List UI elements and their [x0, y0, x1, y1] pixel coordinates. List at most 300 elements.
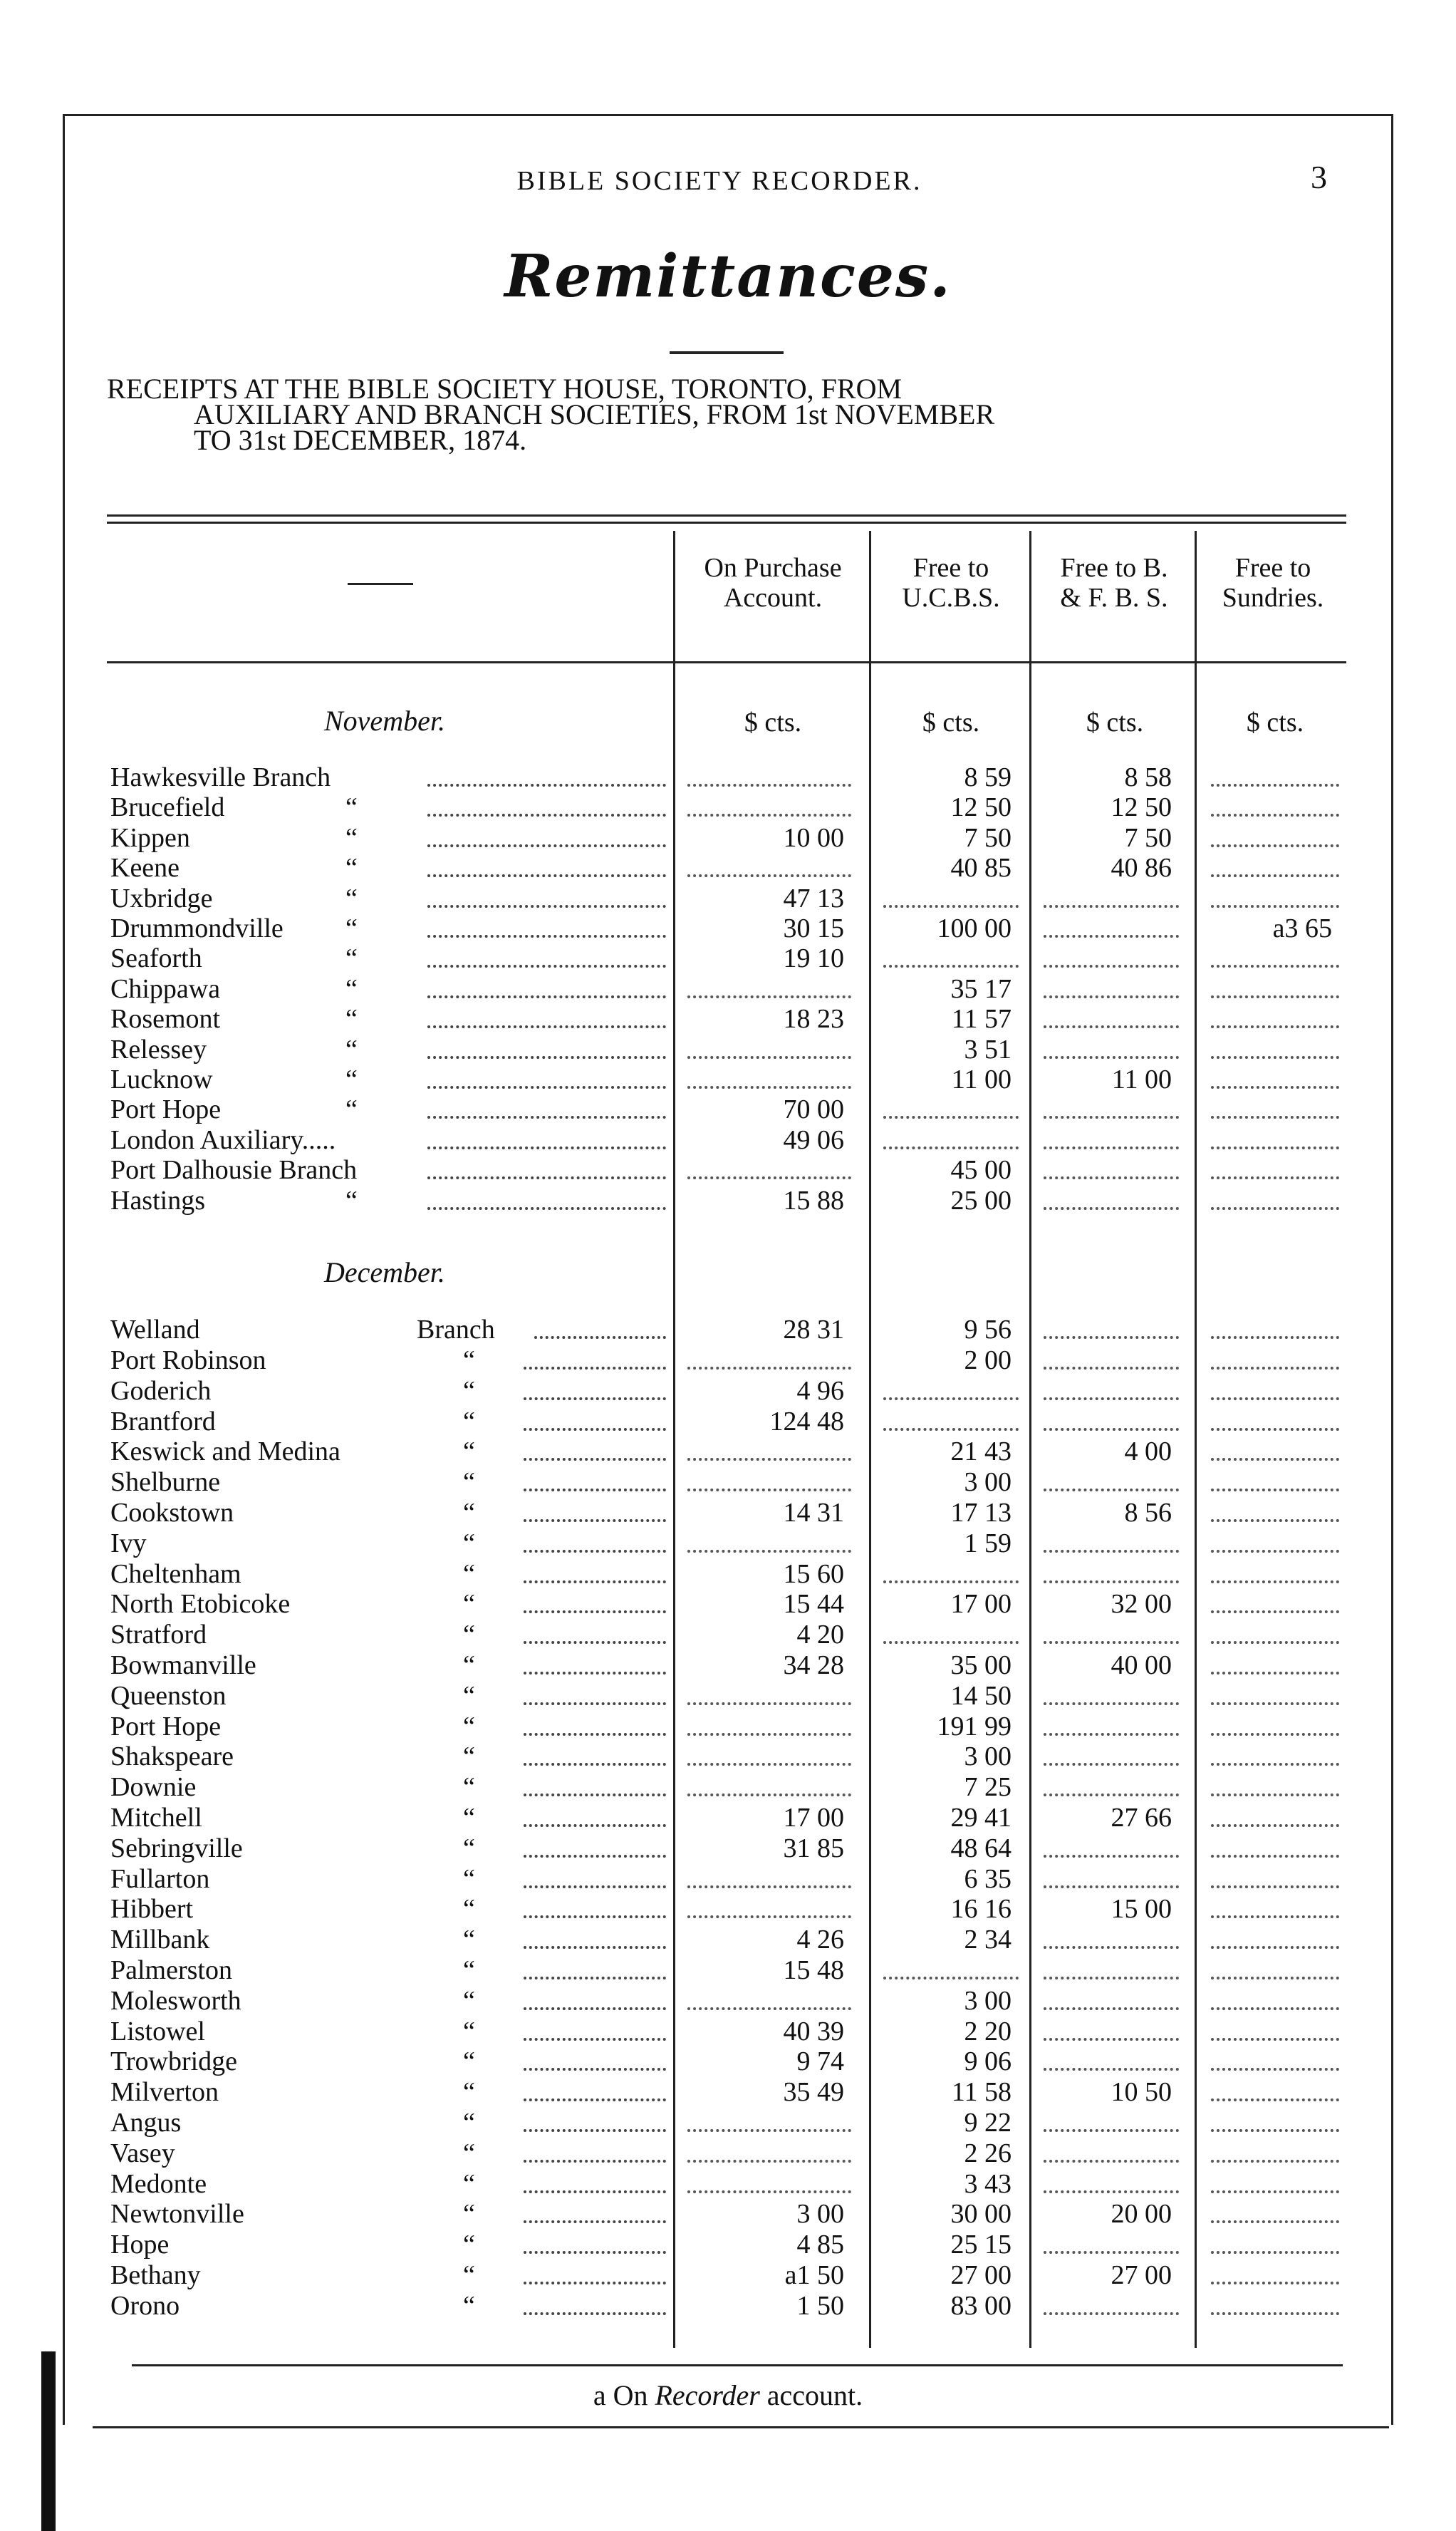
row-bfbs — [1036, 1589, 1186, 1619]
row-bfbs-value: 27 66 — [1111, 1803, 1172, 1833]
row-ucbs-value: 35 17 — [950, 973, 1012, 1004]
row-bfbs — [1036, 1741, 1186, 1771]
row-sundries-dots — [1211, 1550, 1339, 1553]
row-ucbs-value: 83 00 — [950, 2290, 1012, 2321]
row-purchase — [680, 1559, 858, 1589]
row-ucbs — [876, 884, 1026, 913]
row-leader — [427, 874, 666, 877]
row-bfbs — [1036, 1925, 1186, 1955]
row-leader — [427, 784, 666, 787]
running-title: BIBLE SOCIETY RECORDER. — [516, 166, 922, 196]
row-purchase-dots — [687, 1733, 851, 1736]
row-sundries — [1204, 1986, 1346, 2016]
row-name: Molesworth — [110, 1985, 241, 2016]
row-bfbs-dots — [1044, 1176, 1179, 1179]
row-bfbs-value: 40 86 — [1111, 853, 1172, 884]
row-ditto-mark: “ — [463, 2290, 475, 2321]
row-ditto-mark: “ — [463, 1498, 475, 1528]
row-ditto-mark: “ — [463, 1985, 475, 2016]
table-row — [0, 1650, 1456, 1680]
row-sundries — [1204, 1528, 1346, 1558]
footnote-prefix: a On — [593, 2379, 648, 2411]
row-sundries-dots — [1211, 844, 1339, 847]
table-row — [0, 2138, 1456, 2168]
row-ucbs-value: 2 00 — [964, 1345, 1012, 1375]
row-name: Relessey — [110, 1034, 207, 1065]
row-ucbs-value: 12 50 — [950, 792, 1012, 823]
row-sundries — [1204, 974, 1346, 1004]
row-purchase — [680, 1681, 858, 1711]
row-purchase-dots — [687, 1763, 851, 1766]
row-ucbs — [876, 1741, 1026, 1771]
col-head-sundries-line2: Sundries. — [1222, 583, 1324, 613]
row-ditto-mark: “ — [345, 1034, 358, 1065]
row-leader — [524, 1641, 666, 1644]
row-purchase-dots — [687, 2160, 851, 2163]
row-sundries — [1204, 2291, 1346, 2321]
row-bfbs — [1036, 1345, 1186, 1375]
row-bfbs — [1036, 2046, 1186, 2076]
row-leader — [524, 2160, 666, 2163]
row-purchase-value: 4 26 — [796, 1925, 844, 1955]
row-name: Ivy — [110, 1528, 147, 1558]
row-purchase — [680, 1986, 858, 2016]
row-ditto-mark: “ — [463, 1833, 475, 1863]
row-bfbs — [1036, 1864, 1186, 1894]
table-row — [0, 1864, 1456, 1894]
row-purchase — [680, 1833, 858, 1863]
row-sundries-dots — [1211, 1336, 1339, 1339]
row-bfbs — [1036, 1407, 1186, 1437]
col-head-ucbs-line1: Free to — [912, 553, 989, 583]
table-row — [0, 1559, 1456, 1589]
row-ucbs-dots — [883, 1147, 1019, 1149]
row-sundries — [1204, 943, 1346, 973]
row-leader — [427, 1056, 666, 1059]
row-sundries-dots — [1211, 1733, 1339, 1736]
row-sundries-dots — [1211, 1824, 1339, 1827]
row-ditto-mark: “ — [463, 1955, 475, 1985]
row-leader — [524, 1672, 666, 1675]
row-purchase-dots — [687, 784, 851, 787]
row-ucbs-dots — [883, 1580, 1019, 1583]
row-ucbs-value: 17 00 — [950, 1589, 1012, 1620]
row-name: Downie — [110, 1772, 197, 1803]
row-bfbs — [1036, 1186, 1186, 1216]
row-sundries — [1204, 1925, 1346, 1955]
row-purchase-value: 4 96 — [796, 1375, 844, 1406]
row-bfbs-dots — [1044, 1428, 1179, 1431]
row-sundries — [1204, 853, 1346, 883]
row-leader — [427, 965, 666, 968]
row-sundries-dots — [1211, 2282, 1339, 2284]
table-row — [0, 2046, 1456, 2076]
row-sundries — [1204, 2260, 1346, 2290]
row-bfbs — [1036, 792, 1186, 822]
row-sundries — [1204, 1589, 1346, 1619]
row-ucbs-value: 17 13 — [950, 1498, 1012, 1528]
row-purchase-dots — [687, 2007, 851, 2010]
row-bfbs — [1036, 1004, 1186, 1034]
table-row — [0, 1589, 1456, 1619]
row-sundries-dots — [1211, 1116, 1339, 1119]
row-leader — [427, 995, 666, 998]
row-purchase-value: a1 50 — [784, 2260, 844, 2290]
col-head-sundries — [1198, 553, 1348, 613]
row-bfbs — [1036, 1986, 1186, 2016]
row-sundries — [1204, 1803, 1346, 1833]
row-leader — [524, 2068, 666, 2071]
row-name: Bethany — [110, 2260, 201, 2290]
row-ucbs — [876, 1186, 1026, 1216]
row-name: Seaforth — [110, 943, 202, 974]
row-bfbs-dots — [1044, 2007, 1179, 2010]
row-ucbs-value: 29 41 — [950, 1803, 1012, 1833]
row-ucbs-value: 3 00 — [964, 1985, 1012, 2016]
row-ditto-mark: “ — [463, 1467, 475, 1498]
heading-rule — [670, 351, 784, 354]
row-bfbs-value: 7 50 — [1124, 822, 1172, 853]
row-purchase — [680, 1094, 858, 1124]
row-sundries-dots — [1211, 2251, 1339, 2254]
row-purchase-dots — [687, 1702, 851, 1705]
row-ucbs-value: 16 16 — [950, 1894, 1012, 1925]
row-purchase — [680, 2108, 858, 2138]
row-bfbs-dots — [1044, 2129, 1179, 2132]
row-ditto-mark: “ — [345, 973, 358, 1004]
row-leader — [524, 1458, 666, 1461]
row-purchase — [680, 2046, 858, 2076]
row-purchase — [680, 1894, 858, 1924]
table-row — [0, 2199, 1456, 2229]
row-purchase-dots — [687, 1915, 851, 1918]
row-purchase — [680, 1065, 858, 1094]
row-purchase — [680, 1589, 858, 1619]
row-leader — [524, 2007, 666, 2010]
table-row — [0, 1772, 1456, 1802]
row-ucbs-dots — [883, 1428, 1019, 1431]
row-bfbs — [1036, 1467, 1186, 1497]
row-leader — [524, 1610, 666, 1613]
row-ucbs-value: 45 00 — [950, 1155, 1012, 1186]
table-row — [0, 884, 1456, 913]
intro-line-2: AUXILIARY AND BRANCH SOCIETIES, FROM 1st NOVEMBER — [194, 398, 995, 430]
row-name: Brantford — [110, 1406, 216, 1437]
row-bfbs — [1036, 853, 1186, 883]
row-ditto-mark: “ — [463, 2168, 475, 2199]
row-purchase — [680, 943, 858, 973]
row-ditto-mark: “ — [463, 1863, 475, 1894]
row-ucbs — [876, 2046, 1026, 2076]
table-row — [0, 1955, 1456, 1985]
row-sundries-dots — [1211, 995, 1339, 998]
row-bfbs-dots — [1044, 1733, 1179, 1736]
row-bfbs — [1036, 1712, 1186, 1741]
row-ditto-mark: “ — [463, 1711, 475, 1741]
table-row — [0, 2260, 1456, 2290]
row-name: Hastings — [110, 1185, 205, 1216]
row-name: Mitchell — [110, 1803, 202, 1833]
row-ditto-mark: “ — [463, 2199, 475, 2230]
row-sundries-dots — [1211, 1641, 1339, 1644]
table-top-rule-2 — [107, 522, 1346, 524]
row-ditto-mark: “ — [345, 792, 358, 823]
row-leader — [427, 1147, 666, 1149]
row-name: Drummondville — [110, 913, 284, 943]
row-sundries — [1204, 1498, 1346, 1528]
row-bfbs-dots — [1044, 1702, 1179, 1705]
row-ditto-mark: “ — [345, 913, 358, 943]
row-purchase — [680, 762, 858, 792]
row-sundries-dots — [1211, 1672, 1339, 1675]
row-sundries — [1204, 2046, 1346, 2076]
row-sundries-dots — [1211, 1915, 1339, 1918]
table-row — [0, 1155, 1456, 1185]
table-row — [0, 1803, 1456, 1833]
row-leader — [427, 1025, 666, 1028]
row-sundries — [1204, 1620, 1346, 1650]
row-ucbs-value: 7 25 — [964, 1772, 1012, 1803]
row-bfbs-value: 27 00 — [1111, 2260, 1172, 2290]
table-row — [0, 1498, 1456, 1528]
row-ucbs — [876, 1437, 1026, 1466]
row-name: Lucknow — [110, 1065, 213, 1094]
row-ucbs-dots — [883, 1977, 1019, 1979]
row-ucbs-dots — [883, 1116, 1019, 1119]
row-bfbs — [1036, 1894, 1186, 1924]
row-sundries — [1204, 1407, 1346, 1437]
table-row — [0, 1376, 1456, 1406]
row-ditto-mark: “ — [463, 1803, 475, 1833]
row-ucbs — [876, 1345, 1026, 1375]
row-sundries-dots — [1211, 1977, 1339, 1979]
scan-edge-mark — [41, 2351, 56, 2531]
row-sundries-dots — [1211, 1086, 1339, 1089]
row-ucbs — [876, 1955, 1026, 1985]
row-sundries — [1204, 1681, 1346, 1711]
row-bfbs-dots — [1044, 2038, 1179, 2041]
row-sundries — [1204, 1125, 1346, 1155]
row-sundries — [1204, 1186, 1346, 1216]
row-bfbs-dots — [1044, 1367, 1179, 1370]
row-bfbs — [1036, 884, 1186, 913]
row-leader — [524, 1428, 666, 1431]
row-purchase-value: 1 50 — [796, 2290, 844, 2321]
row-ucbs — [876, 2138, 1026, 2168]
row-name: Uxbridge — [110, 883, 213, 913]
row-purchase — [680, 1712, 858, 1741]
row-purchase — [680, 2291, 858, 2321]
col-head-purchase-line2: Account. — [723, 583, 823, 613]
row-ucbs-value: 1 59 — [964, 1528, 1012, 1558]
row-name: Port Hope — [110, 1094, 222, 1125]
row-bfbs — [1036, 2077, 1186, 2107]
row-purchase — [680, 1407, 858, 1437]
row-sundries — [1204, 2108, 1346, 2138]
table-row — [0, 913, 1456, 943]
row-name: Chippawa — [110, 973, 221, 1004]
row-purchase-value: 18 23 — [783, 1004, 844, 1035]
unit-bfbs: $ cts. — [1086, 708, 1144, 737]
row-ucbs — [876, 2169, 1026, 2199]
row-name: Medonte — [110, 2168, 207, 2199]
row-name: Palmerston — [110, 1955, 232, 1985]
row-ucbs — [876, 2291, 1026, 2321]
col-head-ucbs — [873, 553, 1029, 613]
row-leader — [427, 1176, 666, 1179]
table-row — [0, 792, 1456, 822]
row-ucbs-value: 100 00 — [937, 913, 1012, 943]
row-purchase — [680, 1376, 858, 1406]
row-name: Shakspeare — [110, 1741, 234, 1772]
row-purchase — [680, 1803, 858, 1833]
row-ucbs — [876, 1004, 1026, 1034]
row-purchase-value: 15 48 — [783, 1955, 844, 1985]
row-purchase — [680, 1467, 858, 1497]
row-ucbs — [876, 1620, 1026, 1650]
row-sundries-dots — [1211, 1428, 1339, 1431]
row-bfbs — [1036, 1620, 1186, 1650]
row-bfbs — [1036, 1437, 1186, 1466]
table-row — [0, 2230, 1456, 2260]
row-purchase — [680, 1004, 858, 1034]
unit-sundries: $ cts. — [1246, 708, 1304, 737]
row-ucbs-value: 7 50 — [964, 822, 1012, 853]
row-leader — [524, 1702, 666, 1705]
row-name: London Auxiliary..... — [110, 1124, 336, 1155]
row-name: Kippen — [110, 822, 190, 853]
row-sundries-dots — [1211, 2129, 1339, 2132]
row-name: Newtonville — [110, 2199, 244, 2230]
row-ditto-mark: “ — [463, 1741, 475, 1772]
row-ucbs — [876, 1864, 1026, 1894]
row-leader — [427, 905, 666, 908]
row-ucbs — [876, 792, 1026, 822]
row-name: Rosemont — [110, 1004, 221, 1035]
row-sundries-dots — [1211, 1580, 1339, 1583]
table-row — [0, 1681, 1456, 1711]
row-name: North Etobicoke — [110, 1589, 291, 1620]
row-ucbs-dots — [883, 1397, 1019, 1400]
row-ditto-mark: “ — [345, 883, 358, 913]
row-bfbs-dots — [1044, 1885, 1179, 1888]
row-purchase — [680, 1925, 858, 1955]
row-sundries-dots — [1211, 1519, 1339, 1522]
row-purchase-dots — [687, 1176, 851, 1179]
row-bfbs-dots — [1044, 965, 1179, 968]
row-ucbs — [876, 1094, 1026, 1124]
row-bfbs-value: 8 58 — [1124, 762, 1172, 792]
row-purchase-dots — [687, 2190, 851, 2193]
row-purchase — [680, 2017, 858, 2046]
row-bfbs — [1036, 1315, 1186, 1345]
row-purchase — [680, 1528, 858, 1558]
row-ucbs-value: 35 00 — [950, 1650, 1012, 1680]
row-sundries — [1204, 1437, 1346, 1466]
row-sundries — [1204, 1772, 1346, 1802]
row-bfbs — [1036, 1772, 1186, 1802]
row-purchase — [680, 1955, 858, 1985]
row-bfbs — [1036, 2138, 1186, 2168]
col-head-bfbs-line2: & F. B. S. — [1060, 583, 1168, 613]
row-sundries-dots — [1211, 874, 1339, 877]
row-sundries-dots — [1211, 1397, 1339, 1400]
row-ditto-mark: “ — [463, 1406, 475, 1437]
row-bfbs — [1036, 974, 1186, 1004]
table-row — [0, 1125, 1456, 1155]
row-sundries — [1204, 792, 1346, 822]
row-purchase-value: 31 85 — [783, 1833, 844, 1863]
row-purchase — [680, 1864, 858, 1894]
row-ucbs-value: 11 58 — [951, 2077, 1012, 2108]
row-sundries-dots — [1211, 1458, 1339, 1461]
row-leader — [524, 1550, 666, 1553]
row-name: Trowbridge — [110, 2046, 238, 2077]
table-row — [0, 1925, 1456, 1955]
row-bfbs-value: 40 00 — [1111, 1650, 1172, 1680]
row-sundries-dots — [1211, 1855, 1339, 1858]
row-ucbs — [876, 1650, 1026, 1680]
row-sundries — [1204, 1894, 1346, 1924]
row-bfbs-dots — [1044, 2312, 1179, 2315]
table-row — [0, 1467, 1456, 1497]
row-purchase-dots — [687, 814, 851, 817]
row-ucbs-value: 2 20 — [964, 2016, 1012, 2046]
row-leader — [524, 1855, 666, 1858]
row-sundries-dots — [1211, 1610, 1339, 1613]
row-sundries — [1204, 2230, 1346, 2260]
row-leader — [427, 814, 666, 817]
row-ucbs — [876, 1528, 1026, 1558]
row-sundries-dots — [1211, 1763, 1339, 1766]
row-purchase-value: 10 00 — [783, 822, 844, 853]
row-leader — [524, 1367, 666, 1370]
row-ditto-mark: “ — [345, 1004, 358, 1035]
row-bfbs-dots — [1044, 905, 1179, 908]
row-bfbs — [1036, 2230, 1186, 2260]
row-name: Port Hope — [110, 1711, 222, 1741]
table-row — [0, 853, 1456, 883]
row-leader — [427, 935, 666, 938]
row-name: Queenston — [110, 1680, 227, 1711]
row-purchase-dots — [687, 1056, 851, 1059]
row-ucbs — [876, 2108, 1026, 2138]
row-bfbs-dots — [1044, 1336, 1179, 1339]
row-sundries-dots — [1211, 905, 1339, 908]
row-bfbs-dots — [1044, 1946, 1179, 1949]
row-ucbs — [876, 1376, 1026, 1406]
row-bfbs-dots — [1044, 1147, 1179, 1149]
row-ditto-mark: “ — [463, 2230, 475, 2260]
row-bfbs-dots — [1044, 2251, 1179, 2254]
row-bfbs-dots — [1044, 1397, 1179, 1400]
row-ditto-mark: “ — [463, 1650, 475, 1680]
row-leader — [524, 2038, 666, 2041]
row-purchase — [680, 913, 858, 943]
row-sundries — [1204, 1315, 1346, 1345]
row-name: Hope — [110, 2230, 170, 2260]
row-leader — [524, 2282, 666, 2284]
table-row — [0, 2169, 1456, 2199]
row-purchase-dots — [687, 874, 851, 877]
row-bfbs-dots — [1044, 1641, 1179, 1644]
table-row — [0, 1620, 1456, 1650]
row-ucbs — [876, 1833, 1026, 1863]
unit-purchase: $ cts. — [744, 708, 802, 737]
row-ditto-mark: “ — [463, 1375, 475, 1406]
row-leader — [524, 2251, 666, 2254]
row-bfbs — [1036, 1035, 1186, 1065]
